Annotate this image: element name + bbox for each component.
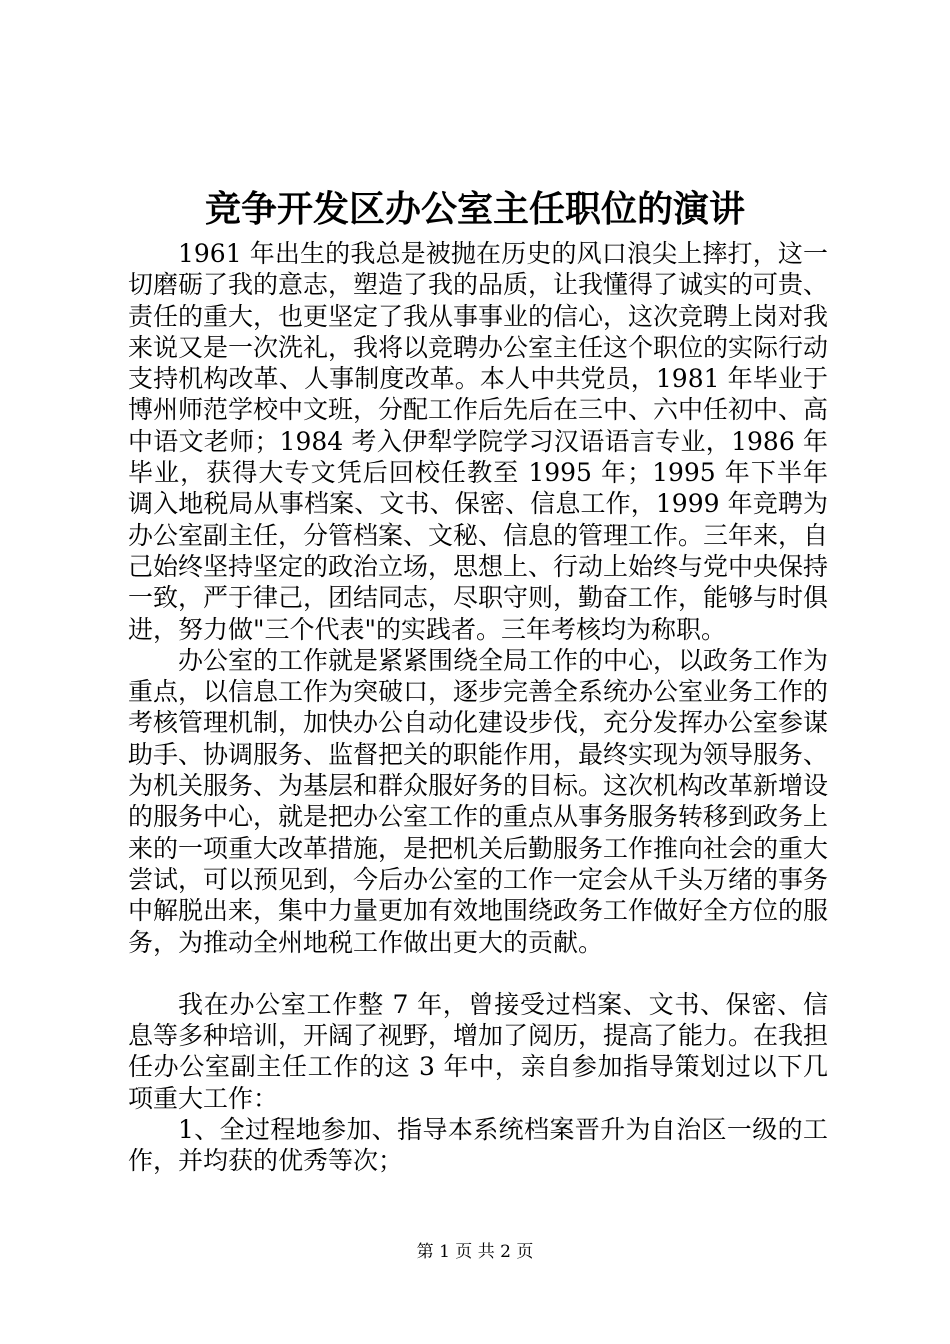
page-footer: 第 1 页 共 2 页: [416, 1242, 534, 1262]
paragraph-background: 1961 年出生的我总是被抛在历史的风口浪尖上摔打，这一切磨砺了我的意志，塑造了我的品质，让我懂得了诚实的可贵、责任的重大，也更坚定了我从事事业的信心，这次竞聘上岗对我来说又是一次洗礼，我将以竞聘办公室主任这个职位的实际行动支持机构改革、人事制度改革。本人中共党员，1981 年毕业于博州师范学校中文班，分配工作后先后在三中、六中任初中、高中语文老师；1984 考入伊犁学院学习汉语语言专业，1986 年毕业，获得大专文凭后回校任教至 1995 年；1995 年下半年调入地税局从事档案、文书、保密、信息工作，1999 年竞聘为办公室副主任，分管档案、文秘、信息的管理工作。三年来，自己始终坚持坚定的政治立场，思想上、行动上始终与党中央保持一致，严于律己，团结同志，尽职守则，勤奋工作，能够与时俱进，努力做"三个代表"的实践者。三年考核均为称职。: [128, 239, 829, 644]
paragraph-experience: 我在办公室工作整 7 年，曾接受过档案、文书、保密、信息等多种培训，开阔了视野，增加了阅历，提高了能力。在我担任办公室副主任工作的这 3 年中，亲自参加指导策划过以下几项重大工作：: [128, 989, 829, 1113]
paragraph-list-item-1: 1、全过程地参加、指导本系统档案晋升为自治区一级的工作，并均获的优秀等次；: [128, 1115, 828, 1176]
document-body: [128, 238, 828, 1177]
paragraph-office-duties: 办公室的工作就是紧紧围绕全局工作的中心，以政务工作为重点，以信息工作为突破口，逐步完善全系统办公室业务工作的考核管理机制，加快办公自动化建设步伐，充分发挥办公室参谋助手、协调服务、监督把关的职能作用，最终实现为领导服务、为机关服务、为基层和群众服好务的目标。这次机构改革新增设的服务中心，就是把办公室工作的重点从事务服务转移到政务上来的一项重大改革措施，是把机关后勤服务工作推向社会的重大尝试，可以预见到，今后办公室的工作一定会从千头万绪的事务中解脱出来，集中力量更加有效地围绕政务工作做好全方位的服务，为推动全州地税工作做出更大的贡献。: [128, 645, 829, 957]
document-title: 竞争开发区办公室主任职位的演讲: [204, 188, 745, 230]
